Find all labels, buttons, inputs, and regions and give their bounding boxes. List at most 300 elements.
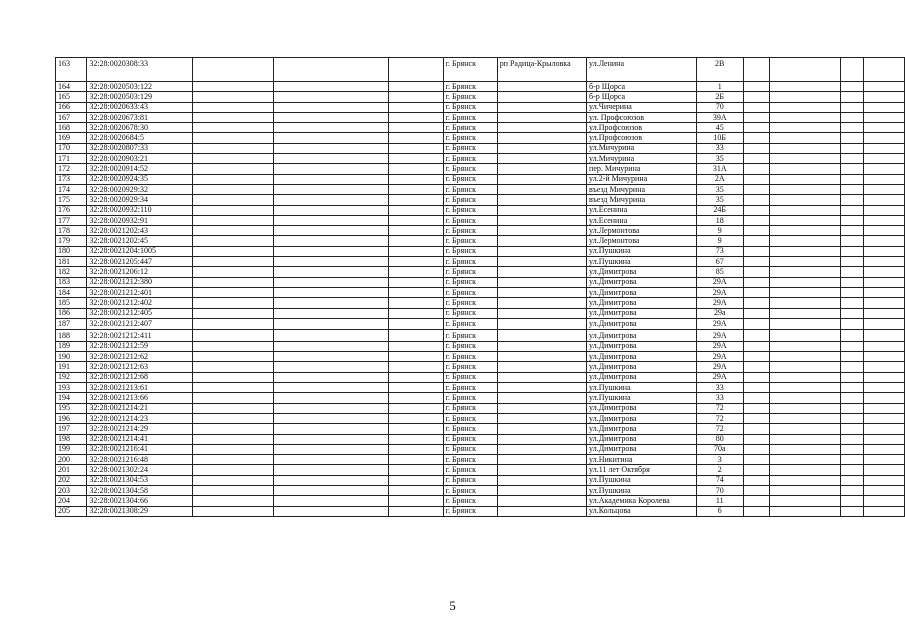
cadastral-number-cell: 32:28:0021212:401 [87, 287, 192, 297]
empty-cell [841, 352, 863, 362]
empty-cell [743, 352, 769, 362]
empty-cell [274, 330, 389, 342]
empty-cell [388, 383, 443, 393]
row-number-cell: 163 [56, 58, 87, 82]
empty-cell [743, 383, 769, 393]
cadastral-number-cell: 32:28:0020503:129 [87, 92, 192, 102]
cadastral-number-cell: 32:28:0021302:24 [87, 465, 192, 475]
empty-cell [388, 58, 443, 82]
row-number-cell: 180 [56, 246, 87, 256]
table-row [56, 330, 905, 342]
row-number-cell: 182 [56, 267, 87, 277]
settlement-cell [497, 195, 586, 205]
table-row [56, 154, 905, 164]
empty-cell [863, 434, 904, 444]
table-row [56, 92, 905, 102]
house-number-cell: 80 [696, 434, 743, 444]
house-number-cell: 70 [696, 102, 743, 112]
house-number-cell: 29А [696, 362, 743, 372]
empty-cell [192, 174, 273, 184]
city-cell: г. Брянск [443, 164, 497, 174]
empty-cell [743, 143, 769, 153]
empty-cell [841, 226, 863, 236]
empty-cell [863, 330, 904, 342]
empty-cell [863, 184, 904, 194]
house-number-cell: 67 [696, 257, 743, 267]
city-cell: г. Брянск [443, 246, 497, 256]
empty-cell [863, 455, 904, 465]
empty-cell [192, 195, 273, 205]
cadastral-number-cell: 32:28:0021205:447 [87, 257, 192, 267]
table-row [56, 403, 905, 413]
empty-cell [743, 413, 769, 423]
row-number-cell: 183 [56, 277, 87, 287]
empty-cell [769, 485, 841, 495]
empty-cell [743, 308, 769, 318]
empty-cell [388, 413, 443, 423]
house-number-cell: 2Б [696, 92, 743, 102]
empty-cell [769, 112, 841, 122]
cadastral-number-cell: 32:28:0020929:32 [87, 184, 192, 194]
empty-cell [192, 424, 273, 434]
empty-cell [192, 143, 273, 153]
empty-cell [388, 267, 443, 277]
row-number-cell: 169 [56, 133, 87, 143]
settlement-cell [497, 164, 586, 174]
settlement-cell [497, 205, 586, 215]
street-cell: ул.Димитрова [587, 352, 697, 362]
empty-cell [769, 82, 841, 92]
empty-cell [274, 184, 389, 194]
empty-cell [274, 246, 389, 256]
empty-cell [863, 236, 904, 246]
table-row [56, 226, 905, 236]
table-row [56, 362, 905, 372]
table-row [56, 184, 905, 194]
house-number-cell: 33 [696, 393, 743, 403]
empty-cell [863, 133, 904, 143]
settlement-cell [497, 506, 586, 516]
empty-cell [841, 236, 863, 246]
street-cell: ул.Димитрова [587, 362, 697, 372]
empty-cell [274, 393, 389, 403]
cadastral-number-cell: 32:28:0021213:66 [87, 393, 192, 403]
street-cell: ул.Димитрова [587, 444, 697, 454]
table-row [56, 424, 905, 434]
table-row [56, 164, 905, 174]
empty-cell [274, 143, 389, 153]
settlement-cell: рп Радица-Крыловка [497, 58, 586, 82]
street-cell: ул.Чичерина [587, 102, 697, 112]
empty-cell [388, 330, 443, 342]
cadastral-number-cell: 32:28:0021304:66 [87, 496, 192, 506]
row-number-cell: 203 [56, 485, 87, 495]
house-number-cell: 35 [696, 184, 743, 194]
empty-cell [743, 184, 769, 194]
empty-cell [769, 455, 841, 465]
settlement-cell [497, 383, 586, 393]
empty-cell [841, 58, 863, 82]
table-row [56, 393, 905, 403]
empty-cell [743, 226, 769, 236]
table-row [56, 413, 905, 423]
empty-cell [863, 123, 904, 133]
empty-cell [841, 287, 863, 297]
city-cell: г. Брянск [443, 257, 497, 267]
cadastral-number-cell: 32:28:0021213:61 [87, 383, 192, 393]
street-cell: ул.Пушкина [587, 246, 697, 256]
empty-cell [192, 257, 273, 267]
empty-cell [769, 154, 841, 164]
house-number-cell: 72 [696, 424, 743, 434]
settlement-cell [497, 92, 586, 102]
registry-table [55, 57, 905, 517]
empty-cell [192, 403, 273, 413]
empty-cell [388, 277, 443, 287]
empty-cell [388, 205, 443, 215]
empty-cell [841, 496, 863, 506]
empty-cell [743, 267, 769, 277]
empty-cell [769, 143, 841, 153]
street-cell: ул.Академика Королева [587, 496, 697, 506]
empty-cell [841, 444, 863, 454]
settlement-cell [497, 393, 586, 403]
empty-cell [841, 133, 863, 143]
house-number-cell: 70а [696, 444, 743, 454]
cadastral-number-cell: 32:28:0021216:41 [87, 444, 192, 454]
house-number-cell: 11 [696, 496, 743, 506]
empty-cell [769, 195, 841, 205]
row-number-cell: 174 [56, 184, 87, 194]
cadastral-number-cell: 32:28:0020903:21 [87, 154, 192, 164]
empty-cell [388, 485, 443, 495]
house-number-cell: 10Б [696, 133, 743, 143]
empty-cell [274, 257, 389, 267]
table-row [56, 496, 905, 506]
empty-cell [274, 287, 389, 297]
empty-cell [274, 174, 389, 184]
empty-cell [769, 184, 841, 194]
empty-cell [769, 372, 841, 382]
city-cell: г. Брянск [443, 506, 497, 516]
empty-cell [274, 102, 389, 112]
settlement-cell [497, 465, 586, 475]
city-cell: г. Брянск [443, 372, 497, 382]
empty-cell [863, 267, 904, 277]
empty-cell [841, 246, 863, 256]
row-number-cell: 191 [56, 362, 87, 372]
empty-cell [743, 393, 769, 403]
street-cell: ул.Пушкина [587, 257, 697, 267]
empty-cell [192, 215, 273, 225]
street-cell: ул.Пушкина [587, 485, 697, 495]
empty-cell [192, 308, 273, 318]
cadastral-number-cell: 32:28:0021214:23 [87, 413, 192, 423]
empty-cell [388, 308, 443, 318]
empty-cell [388, 434, 443, 444]
city-cell: г. Брянск [443, 444, 497, 454]
table-row [56, 298, 905, 308]
empty-cell [769, 444, 841, 454]
settlement-cell [497, 267, 586, 277]
street-cell: ул.2-й Мичурина [587, 174, 697, 184]
table-row [56, 267, 905, 277]
empty-cell [769, 267, 841, 277]
empty-cell [274, 226, 389, 236]
empty-cell [863, 205, 904, 215]
empty-cell [743, 123, 769, 133]
city-cell: г. Брянск [443, 393, 497, 403]
empty-cell [863, 277, 904, 287]
empty-cell [743, 485, 769, 495]
empty-cell [841, 82, 863, 92]
empty-cell [274, 424, 389, 434]
row-number-cell: 201 [56, 465, 87, 475]
empty-cell [743, 195, 769, 205]
empty-cell [769, 403, 841, 413]
empty-cell [274, 475, 389, 485]
row-number-cell: 193 [56, 383, 87, 393]
empty-cell [841, 455, 863, 465]
empty-cell [192, 267, 273, 277]
row-number-cell: 195 [56, 403, 87, 413]
row-number-cell: 187 [56, 318, 87, 330]
settlement-cell [497, 362, 586, 372]
street-cell: въезд Мичурина [587, 184, 697, 194]
empty-cell [192, 133, 273, 143]
city-cell: г. Брянск [443, 330, 497, 342]
cadastral-number-cell: 32:28:0020673:81 [87, 112, 192, 122]
house-number-cell: 29А [696, 330, 743, 342]
empty-cell [274, 133, 389, 143]
empty-cell [274, 434, 389, 444]
cadastral-number-cell: 32:28:0021212:63 [87, 362, 192, 372]
empty-cell [388, 195, 443, 205]
city-cell: г. Брянск [443, 413, 497, 423]
city-cell: г. Брянск [443, 277, 497, 287]
street-cell: ул.Димитрова [587, 298, 697, 308]
city-cell: г. Брянск [443, 154, 497, 164]
settlement-cell [497, 424, 586, 434]
cadastral-number-cell: 32:28:0020924:35 [87, 174, 192, 184]
house-number-cell: 18 [696, 215, 743, 225]
empty-cell [743, 257, 769, 267]
empty-cell [841, 143, 863, 153]
city-cell: г. Брянск [443, 123, 497, 133]
row-number-cell: 165 [56, 92, 87, 102]
empty-cell [388, 506, 443, 516]
row-number-cell: 177 [56, 215, 87, 225]
cadastral-number-cell: 32:28:0021206:12 [87, 267, 192, 277]
cadastral-number-cell: 32:28:0021212:407 [87, 318, 192, 330]
row-number-cell: 184 [56, 287, 87, 297]
empty-cell [274, 298, 389, 308]
empty-cell [841, 393, 863, 403]
empty-cell [863, 424, 904, 434]
city-cell: г. Брянск [443, 465, 497, 475]
table-row [56, 287, 905, 297]
city-cell: г. Брянск [443, 215, 497, 225]
city-cell: г. Брянск [443, 287, 497, 297]
cadastral-number-cell: 32:28:0020932:91 [87, 215, 192, 225]
house-number-cell: 29А [696, 277, 743, 287]
empty-cell [841, 506, 863, 516]
empty-cell [192, 277, 273, 287]
street-cell: б-р Щорса [587, 82, 697, 92]
settlement-cell [497, 133, 586, 143]
empty-cell [769, 257, 841, 267]
empty-cell [769, 318, 841, 330]
city-cell: г. Брянск [443, 195, 497, 205]
empty-cell [743, 215, 769, 225]
street-cell: ул.Димитрова [587, 372, 697, 382]
empty-cell [192, 496, 273, 506]
settlement-cell [497, 455, 586, 465]
empty-cell [841, 465, 863, 475]
empty-cell [274, 496, 389, 506]
empty-cell [769, 123, 841, 133]
street-cell: ул.Никитина [587, 455, 697, 465]
empty-cell [743, 465, 769, 475]
row-number-cell: 202 [56, 475, 87, 485]
empty-cell [769, 413, 841, 423]
registry-table-body [56, 58, 905, 517]
empty-cell [769, 174, 841, 184]
empty-cell [192, 330, 273, 342]
street-cell: ул.Димитрова [587, 308, 697, 318]
empty-cell [274, 112, 389, 122]
empty-cell [769, 352, 841, 362]
cadastral-number-cell: 32:28:0020678:30 [87, 123, 192, 133]
empty-cell [769, 506, 841, 516]
settlement-cell [497, 308, 586, 318]
empty-cell [192, 362, 273, 372]
cadastral-number-cell: 32:28:0021202:45 [87, 236, 192, 246]
table-row [56, 102, 905, 112]
house-number-cell: 45 [696, 123, 743, 133]
table-row [56, 372, 905, 382]
city-cell: г. Брянск [443, 236, 497, 246]
empty-cell [841, 330, 863, 342]
empty-cell [769, 475, 841, 485]
house-number-cell: 1 [696, 82, 743, 92]
house-number-cell: 29А [696, 352, 743, 362]
empty-cell [841, 102, 863, 112]
settlement-cell [497, 102, 586, 112]
empty-cell [274, 506, 389, 516]
city-cell: г. Брянск [443, 424, 497, 434]
street-cell: ул. Профсоюзов [587, 112, 697, 122]
empty-cell [274, 318, 389, 330]
empty-cell [743, 164, 769, 174]
row-number-cell: 188 [56, 330, 87, 342]
city-cell: г. Брянск [443, 112, 497, 122]
city-cell: г. Брянск [443, 143, 497, 153]
empty-cell [274, 215, 389, 225]
empty-cell [841, 267, 863, 277]
empty-cell [192, 184, 273, 194]
empty-cell [841, 475, 863, 485]
empty-cell [274, 465, 389, 475]
table-row [56, 133, 905, 143]
empty-cell [192, 434, 273, 444]
row-number-cell: 167 [56, 112, 87, 122]
empty-cell [863, 465, 904, 475]
empty-cell [769, 236, 841, 246]
empty-cell [192, 112, 273, 122]
empty-cell [274, 154, 389, 164]
city-cell: г. Брянск [443, 102, 497, 112]
city-cell: г. Брянск [443, 184, 497, 194]
table-row [56, 143, 905, 153]
empty-cell [274, 383, 389, 393]
table-row [56, 123, 905, 133]
empty-cell [863, 164, 904, 174]
row-number-cell: 179 [56, 236, 87, 246]
empty-cell [841, 184, 863, 194]
house-number-cell: 33 [696, 143, 743, 153]
house-number-cell: 29А [696, 341, 743, 351]
city-cell: г. Брянск [443, 133, 497, 143]
empty-cell [192, 506, 273, 516]
table-row [56, 257, 905, 267]
city-cell: г. Брянск [443, 318, 497, 330]
house-number-cell: 72 [696, 403, 743, 413]
empty-cell [743, 506, 769, 516]
empty-cell [863, 246, 904, 256]
empty-cell [743, 112, 769, 122]
empty-cell [769, 92, 841, 102]
empty-cell [192, 92, 273, 102]
settlement-cell [497, 444, 586, 454]
row-number-cell: 168 [56, 123, 87, 133]
empty-cell [743, 236, 769, 246]
empty-cell [274, 403, 389, 413]
empty-cell [274, 205, 389, 215]
empty-cell [841, 308, 863, 318]
settlement-cell [497, 154, 586, 164]
empty-cell [863, 506, 904, 516]
table-row [56, 434, 905, 444]
row-number-cell: 173 [56, 174, 87, 184]
empty-cell [863, 112, 904, 122]
empty-cell [274, 372, 389, 382]
city-cell: г. Брянск [443, 205, 497, 215]
street-cell: ул.Пушкина [587, 383, 697, 393]
empty-cell [841, 341, 863, 351]
city-cell: г. Брянск [443, 475, 497, 485]
empty-cell [388, 226, 443, 236]
cadastral-number-cell: 32:28:0021308:29 [87, 506, 192, 516]
house-number-cell: 85 [696, 267, 743, 277]
table-row [56, 506, 905, 516]
street-cell: ул.Пушкина [587, 393, 697, 403]
cadastral-number-cell: 32:28:0020503:122 [87, 82, 192, 92]
empty-cell [863, 485, 904, 495]
house-number-cell: 3 [696, 455, 743, 465]
empty-cell [743, 496, 769, 506]
empty-cell [192, 154, 273, 164]
empty-cell [743, 58, 769, 82]
city-cell: г. Брянск [443, 58, 497, 82]
empty-cell [388, 287, 443, 297]
settlement-cell [497, 82, 586, 92]
empty-cell [743, 92, 769, 102]
house-number-cell: 29А [696, 372, 743, 382]
empty-cell [863, 174, 904, 184]
cadastral-number-cell: 32:28:0021212:59 [87, 341, 192, 351]
empty-cell [388, 92, 443, 102]
